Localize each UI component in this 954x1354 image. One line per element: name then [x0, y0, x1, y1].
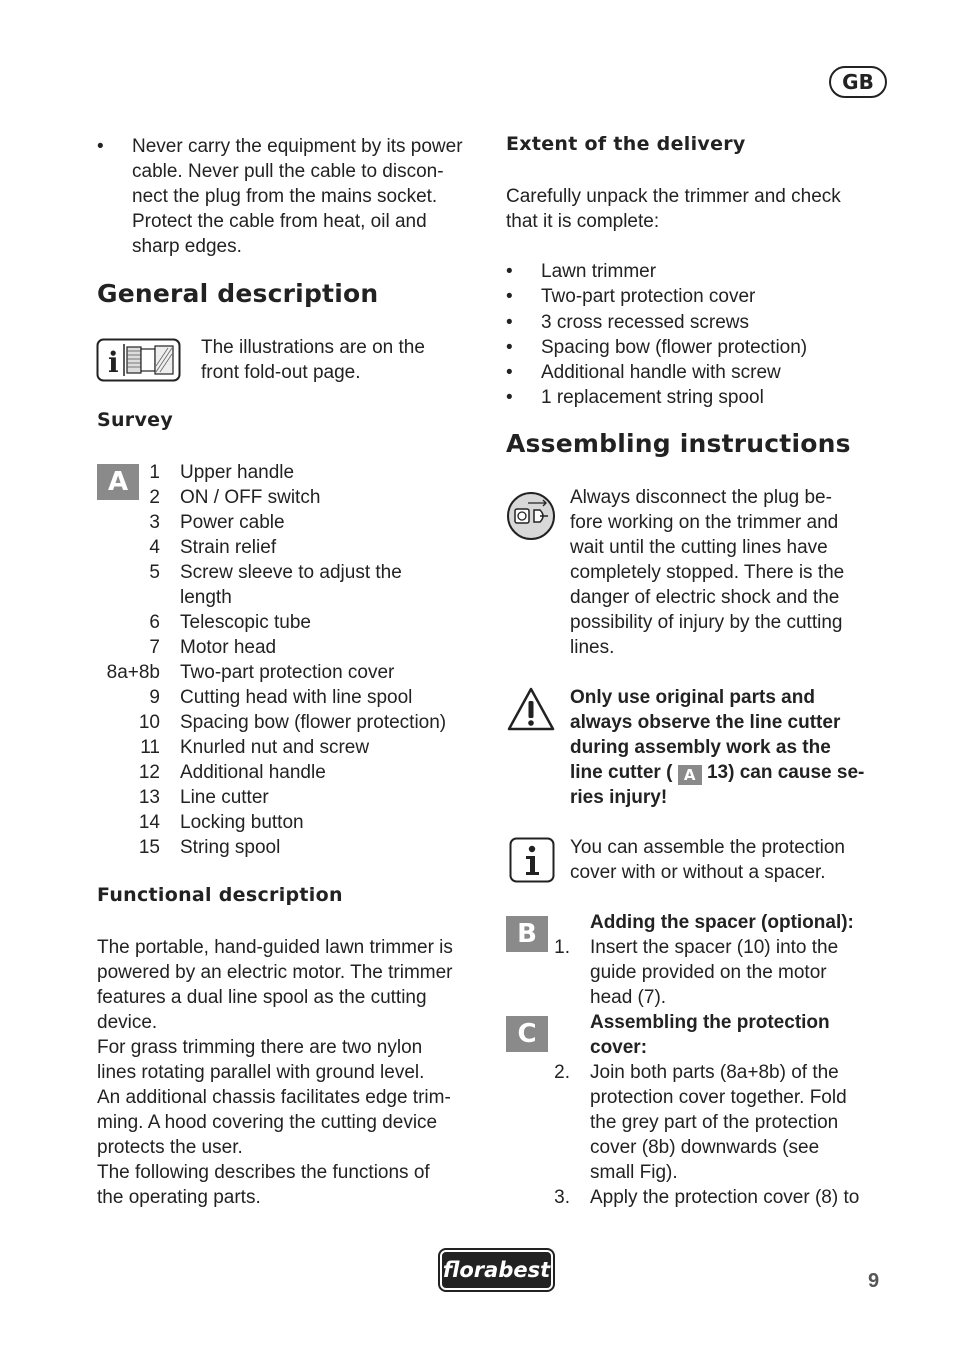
bullet-marker: • — [506, 387, 513, 408]
text-line: For grass trimming there are two nylon — [97, 1037, 423, 1058]
list-item — [506, 335, 886, 360]
text-line: protects the user. — [97, 1137, 243, 1158]
figure-b-badge: B — [506, 916, 548, 952]
functional-description-heading: Functional description — [97, 884, 343, 906]
text-line: that it is complete: — [506, 211, 660, 232]
protection-cover-subheading — [590, 1010, 890, 1060]
step-1-text — [590, 935, 890, 1010]
list-item — [506, 385, 886, 410]
text-line: powered by an electric motor. The trimmer — [97, 962, 453, 983]
list-item — [97, 610, 477, 635]
figure-a-inline-badge: A — [678, 765, 702, 785]
item-number: 6 — [149, 612, 160, 633]
text-line: the grey part of the protection — [590, 1112, 839, 1133]
item-number: 2 — [149, 487, 160, 508]
item-label: Telescopic tube — [180, 612, 311, 633]
item-label: Additional handle — [180, 762, 326, 783]
text-line: Assembling the protection — [590, 1012, 830, 1033]
text-line: ming. A hood covering the cutting device — [97, 1112, 438, 1133]
functional-description-text — [97, 935, 487, 1210]
warning-note — [570, 685, 900, 810]
item-number: 14 — [138, 812, 160, 833]
item-number: 13 — [138, 787, 160, 808]
text-fragment: 13) can cause se- — [706, 762, 865, 783]
text-line: small Fig). — [590, 1162, 678, 1183]
list-item — [97, 485, 477, 510]
item-label: String spool — [180, 837, 281, 858]
text-line: Only use original parts and — [570, 687, 815, 708]
text-line: completely stopped. There is the — [570, 562, 845, 583]
language-badge: GB — [829, 66, 887, 98]
list-item — [97, 460, 477, 485]
list-item — [506, 284, 886, 309]
svg-text:i: i — [108, 346, 119, 379]
text-line: device. — [97, 1012, 158, 1033]
bullet-marker: • — [97, 136, 104, 157]
step-number: 1. — [554, 937, 570, 958]
text-line: nect the plug from the mains socket. — [132, 186, 438, 207]
text-line: always observe the line cutter — [570, 712, 841, 733]
step-3-text — [590, 1185, 890, 1210]
text-line: sharp edges. — [132, 236, 242, 257]
assembling-heading: Assembling instructions — [506, 429, 851, 458]
item-label: Locking button — [180, 812, 304, 833]
text-line: Carefully unpack the trimmer and check — [506, 186, 841, 207]
figure-a-badge: A — [97, 464, 139, 500]
unplug-icon — [506, 491, 556, 541]
item-label: 1 replacement string spool — [541, 387, 764, 408]
list-item — [97, 735, 477, 760]
text-line: Apply the protection cover (8) to — [590, 1187, 860, 1208]
text-line: lines rotating parallel with ground level. — [97, 1062, 425, 1083]
text-line: guide provided on the motor — [590, 962, 827, 983]
step-2-text — [590, 1060, 890, 1185]
text-line: You can assemble the protection — [570, 837, 845, 858]
text-line — [570, 760, 900, 785]
text-line: Insert the spacer (10) into the — [590, 937, 839, 958]
text-line: The portable, hand-guided lawn trimmer is — [97, 937, 453, 958]
item-label: Lawn trimmer — [541, 261, 657, 282]
item-label: Upper handle — [180, 462, 295, 483]
fold-out-note — [201, 335, 471, 385]
list-item — [506, 310, 886, 335]
item-label: Two-part protection cover — [541, 286, 756, 307]
item-number: 12 — [138, 762, 160, 783]
warning-icon — [506, 686, 556, 732]
list-item — [97, 810, 477, 835]
item-number: 11 — [140, 737, 160, 758]
item-number: 5 — [149, 562, 160, 583]
item-number: 8a+8b — [106, 662, 160, 683]
text-line: An additional chassis facilitates edge trim- — [97, 1087, 451, 1108]
text-line: cable. Never pull the cable to discon- — [132, 161, 444, 182]
list-item — [97, 835, 477, 860]
text-line: The following describes the functions of — [97, 1162, 430, 1183]
item-label: 3 cross recessed screws — [541, 312, 750, 333]
bullet-marker: • — [506, 362, 513, 383]
list-item — [97, 785, 477, 810]
text-line: The illustrations are on the — [201, 337, 425, 358]
info-icon — [509, 837, 555, 883]
item-label: ON / OFF switch — [180, 487, 321, 508]
text-line: Always disconnect the plug be- — [570, 487, 832, 508]
item-number: 15 — [138, 837, 160, 858]
list-item — [97, 760, 477, 785]
text-line: wait until the cutting lines have — [570, 537, 828, 558]
list-item — [97, 685, 477, 710]
item-label: Spacing bow (flower protection) — [541, 337, 808, 358]
list-item — [506, 360, 886, 385]
bullet-marker: • — [506, 337, 513, 358]
text-line: during assembly work as the — [570, 737, 831, 758]
item-label: length — [180, 587, 232, 608]
survey-heading: Survey — [97, 409, 174, 431]
text-line: danger of electric shock and the — [570, 587, 840, 608]
list-item — [97, 660, 477, 685]
item-number: 1 — [149, 462, 160, 483]
list-item — [506, 259, 886, 284]
text-line: ries injury! — [570, 787, 668, 808]
item-label: Motor head — [180, 637, 277, 658]
brand-logo: florabest — [440, 1250, 553, 1290]
bullet-marker: • — [506, 286, 513, 307]
text-line: cover with or without a spacer. — [570, 862, 826, 883]
step-number: 3. — [554, 1187, 570, 1208]
bullet-marker: • — [506, 261, 513, 282]
item-label: Knurled nut and screw — [180, 737, 370, 758]
fold-out-info-icon — [96, 338, 181, 382]
intro-bullet — [97, 134, 477, 259]
text-line: front fold-out page. — [201, 362, 361, 383]
item-label: Line cutter — [180, 787, 269, 808]
item-number: 10 — [138, 712, 160, 733]
text-line: possibility of injury by the cutting — [570, 612, 843, 633]
item-label: Cutting head with line spool — [180, 687, 413, 708]
step-number: 2. — [554, 1062, 570, 1083]
item-label: Strain relief — [180, 537, 277, 558]
delivery-intro — [506, 184, 886, 234]
figure-c-badge: C — [506, 1016, 548, 1052]
text-line: lines. — [570, 637, 615, 658]
page-number: 9 — [868, 1270, 880, 1292]
text-line: cover: — [590, 1037, 648, 1058]
item-number: 3 — [149, 512, 160, 533]
item-label: Two-part protection cover — [180, 662, 395, 683]
item-number: 4 — [149, 537, 160, 558]
spacer-subheading: Adding the spacer (optional): — [590, 912, 854, 933]
text-line: features a dual line spool as the cutting — [97, 987, 427, 1008]
list-item — [97, 710, 477, 735]
general-description-heading: General description — [97, 279, 379, 308]
unplug-note — [570, 485, 890, 660]
spacer-info-note — [570, 835, 890, 885]
item-number: 7 — [149, 637, 160, 658]
list-item — [97, 535, 477, 560]
item-label: Spacing bow (flower protection) — [180, 712, 447, 733]
text-line: the operating parts. — [97, 1187, 261, 1208]
list-item — [97, 560, 477, 585]
text-line: head (7). — [590, 987, 667, 1008]
item-label: Screw sleeve to adjust the — [180, 562, 402, 583]
text-line: Protect the cable from heat, oil and — [132, 211, 427, 232]
list-item — [97, 585, 477, 610]
text-line: Never carry the equipment by its power — [132, 136, 463, 157]
text-fragment: line cutter ( — [570, 762, 673, 783]
delivery-heading: Extent of the delivery — [506, 133, 746, 155]
text-line: protection cover together. Fold — [590, 1087, 847, 1108]
text-line: cover (8b) downwards (see — [590, 1137, 820, 1158]
list-item — [97, 635, 477, 660]
item-label: Additional handle with screw — [541, 362, 781, 383]
list-item — [97, 510, 477, 535]
bullet-marker: • — [506, 312, 513, 333]
item-number: 9 — [149, 687, 160, 708]
text-line: Join both parts (8a+8b) of the — [590, 1062, 839, 1083]
item-label: Power cable — [180, 512, 285, 533]
text-line: fore working on the trimmer and — [570, 512, 839, 533]
